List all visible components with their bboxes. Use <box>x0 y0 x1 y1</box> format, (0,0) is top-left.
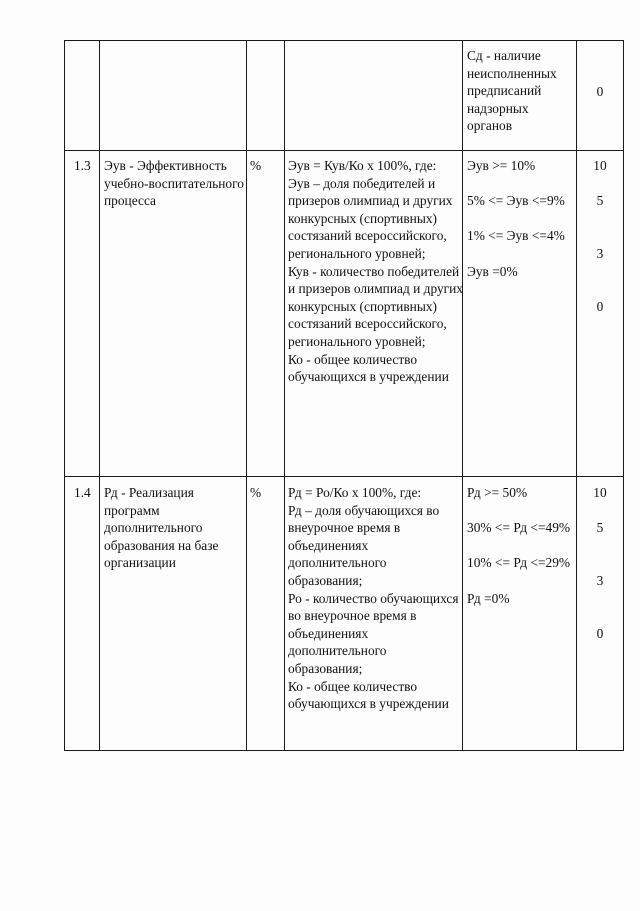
criteria-line: Эув >= 10% <box>467 158 536 173</box>
row-number: 1.4 <box>74 485 91 500</box>
indicator-text: Рд - Реализация программ дополнительного образования на базе организации <box>104 485 219 571</box>
row0-points <box>577 83 623 101</box>
indicator-text: Эув - Эффективность учебно-воспитательного процесса <box>104 158 244 209</box>
criteria-line: Эув =0% <box>467 263 518 279</box>
row14-unit <box>250 484 280 502</box>
grid-line <box>64 40 624 41</box>
grid-line <box>623 40 624 751</box>
row14-indicator <box>104 484 244 572</box>
formula-line: Ко - общее количество обучающихся в учреждении <box>288 351 449 385</box>
points-value: 3 <box>596 245 604 261</box>
row14-points <box>577 484 623 642</box>
unit-text: % <box>250 158 262 173</box>
grid-line <box>576 40 577 751</box>
row13-formula <box>288 157 464 386</box>
criteria-line: Рд =0% <box>467 590 510 606</box>
points-value: 0 <box>596 625 604 641</box>
formula-line: Эув – доля победителей и призеров олимпиад и других конкурсных (спортивных) состязаний всероссийского, регионального уровней; <box>288 175 453 261</box>
criteria-line: 5% <= Эув <=9% <box>467 193 565 209</box>
points-value: 0 <box>596 298 604 314</box>
row13-indicator <box>104 157 250 210</box>
row14-formula <box>288 484 460 713</box>
unit-text: % <box>250 485 262 500</box>
row14-number <box>74 484 98 502</box>
points-value: 3 <box>596 572 604 588</box>
row-number: 1.3 <box>74 158 91 173</box>
grid-line <box>462 40 463 751</box>
formula-line: Ро - количество обучающихся во внеурочное время в объединениях дополнительного образования; <box>288 590 459 676</box>
formula-line: Кув - количество победителей и призеров олимпиад и других конкурсных (спортивных) состязаний всероссийского, регионального уровней; <box>288 263 464 349</box>
grid-line <box>64 150 624 151</box>
row13-criteria <box>467 157 573 280</box>
formula-line: Эув = Кув/Ко x 100%, где: <box>288 158 437 173</box>
criteria-line: Рд >= 50% <box>467 485 528 500</box>
row13-unit <box>250 157 280 175</box>
points-value: 5 <box>596 520 604 536</box>
grid-line <box>64 476 624 477</box>
criteria-line: 1% <= Эув <=4% <box>467 228 565 244</box>
points-value: 0 <box>596 84 604 99</box>
grid-line <box>64 750 624 751</box>
row0-criteria <box>467 47 575 135</box>
points-value: 5 <box>596 193 604 209</box>
row13-points <box>577 157 623 315</box>
grid-line <box>246 40 247 751</box>
criteria-text: Сд - наличие неисполненных предписаний надзорных органов <box>467 48 557 134</box>
formula-line: Ко - общее количество обучающихся в учреждении <box>288 678 449 712</box>
grid-line <box>284 40 285 751</box>
criteria-line: 10% <= Рд <=29% <box>467 555 571 571</box>
row14-criteria <box>467 484 573 607</box>
row13-number <box>74 157 98 175</box>
criteria-line: 30% <= Рд <=49% <box>467 520 571 536</box>
points-value: 10 <box>593 158 607 173</box>
points-value: 10 <box>593 485 607 500</box>
formula-line: Рд – доля обучающихся во внеурочное время в объединениях дополнительного образования; <box>288 502 440 588</box>
grid-line <box>99 40 100 751</box>
formula-line: Рд = Ро/Ко x 100%, где: <box>288 485 422 500</box>
grid-line <box>64 40 65 751</box>
